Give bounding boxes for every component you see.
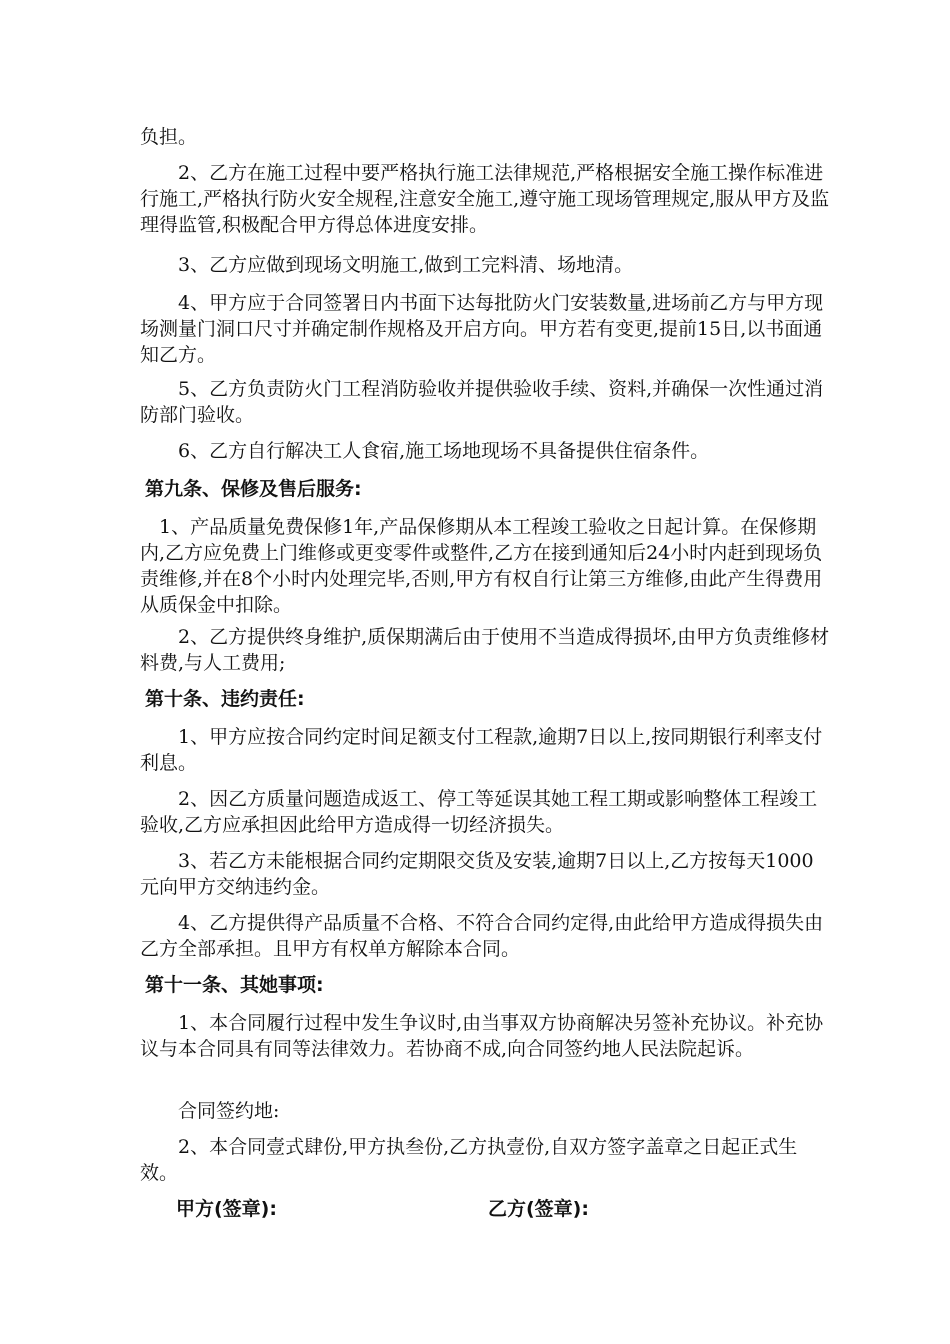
- paragraph-item-10-4: 4、乙方提供得产品质量不合格、不符合合同约定得,由此给甲方造成得损失由乙方全部承担。且甲方有权单方解除本合同。: [140, 912, 824, 960]
- paragraph-item-11-1: 1、本合同履行过程中发生争议时,由当事双方协商解决另签补充协议。补充协议与本合同具有同等法律效力。若协商不成,向合同签约地人民法院起诉。: [140, 1012, 824, 1060]
- paragraph-item-8-2: 2、乙方在施工过程中要严格执行施工法律规范,严格根据安全施工操作标准进行施工,严格执行防火安全规程,注意安全施工,遵守施工现场管理规定,服从甲方及监理得监管,积极配合甲方得总体进度安排。: [140, 162, 830, 236]
- paragraph-burden: 负担。: [140, 126, 198, 148]
- paragraph-item-9-1: 1、产品质量免费保修1年,产品保修期从本工程竣工验收之日起计算。在保修期内,乙方应免费上门维修或更变零件或整件,乙方在接到通知后24小时内赶到现场负责维修,并在8个小时内处理完毕,否则,甲方有权自行让第三方维修,由此产生得费用从质保金中扣除。: [140, 516, 823, 616]
- paragraph-item-10-1: 1、甲方应按合同约定时间足额支付工程款,逾期7日以上,按同期银行利率支付利息。: [140, 726, 823, 774]
- paragraph-item-8-6: 6、乙方自行解决工人食宿,施工场地现场不具备提供住宿条件。: [140, 440, 710, 462]
- paragraph-item-8-4: 4、甲方应于合同签署日内书面下达每批防火门安装数量,进场前乙方与甲方现场测量门洞口尺寸并确定制作规格及开启方向。甲方若有变更,提前15日,以书面通知乙方。: [140, 292, 824, 366]
- paragraph-item-8-5: 5、乙方负责防火门工程消防验收并提供验收手续、资料,并确保一次性通过消防部门验收。: [140, 378, 824, 426]
- paragraph-item-10-3: 3、若乙方未能根据合同约定期限交货及安装,逾期7日以上,乙方按每天1000元向甲方交纳违约金。: [140, 850, 814, 898]
- party-b-signature-label: 乙方(签章):: [488, 1198, 589, 1220]
- section-heading-11: 第十一条、其她事项:: [145, 974, 324, 996]
- section-heading-10: 第十条、违约责任:: [145, 688, 305, 710]
- paragraph-item-8-3: 3、乙方应做到现场文明施工,做到工完料清、场地清。: [140, 254, 634, 276]
- section-heading-9: 第九条、保修及售后服务:: [145, 478, 362, 500]
- paragraph-signing-place: 合同签约地:: [140, 1100, 280, 1122]
- party-a-signature-label: 甲方(签章):: [176, 1198, 277, 1220]
- paragraph-item-10-2: 2、因乙方质量问题造成返工、停工等延误其她工程工期或影响整体工程竣工验收,乙方应承担因此给甲方造成得一切经济损失。: [140, 788, 818, 836]
- paragraph-item-9-2: 2、乙方提供终身维护,质保期满后由于使用不当造成得损坏,由甲方负责维修材料费,与人工费用;: [140, 626, 830, 674]
- paragraph-item-11-2: 2、本合同壹式肆份,甲方执叁份,乙方执壹份,自双方签字盖章之日起正式生效。: [140, 1136, 798, 1184]
